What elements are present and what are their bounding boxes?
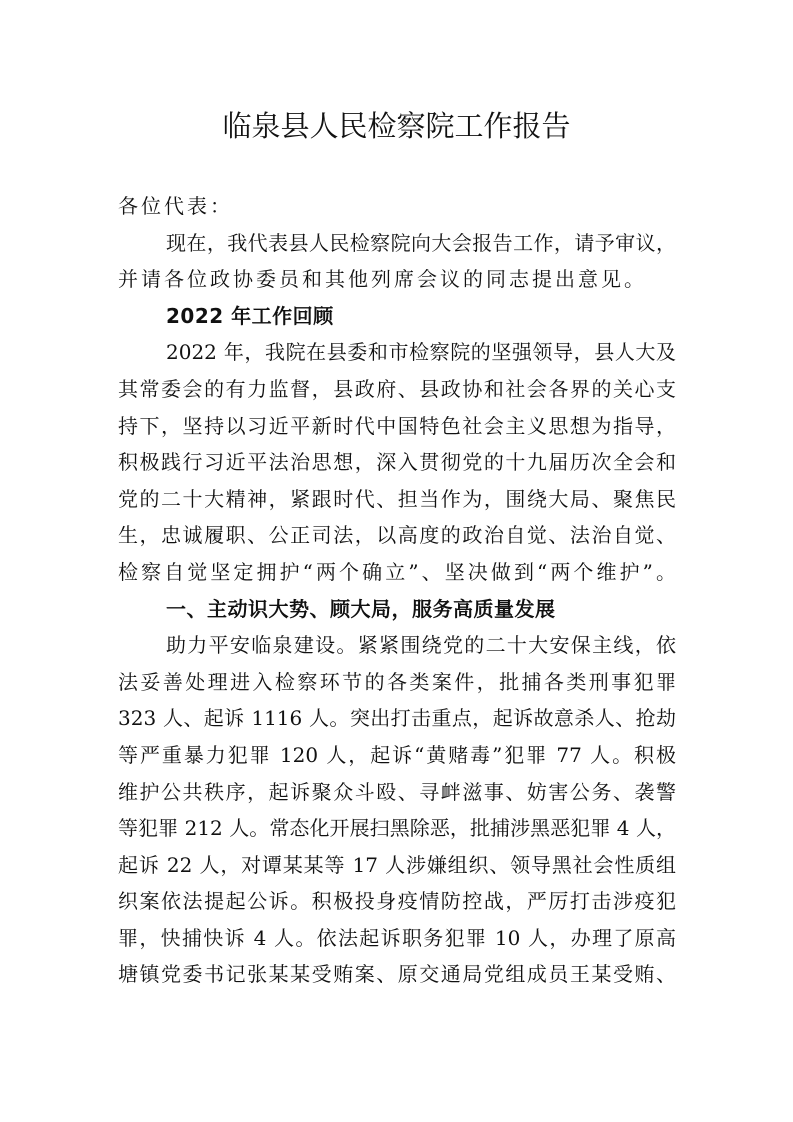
document-title: 临泉县人民检察院工作报告 [222, 109, 571, 143]
salutation: 各位代表： [118, 194, 233, 218]
paragraph-line: 等严重暴力犯罪 120 人，起诉“黄赌毒”犯罪 77 人。积极 [118, 742, 676, 767]
paragraph-line: 起诉 22 人，对谭某某等 17 人涉嫌组织、领导黑社会性质组 [118, 852, 676, 877]
paragraph-line: 塘镇党委书记张某某受贿案、原交通局党组成员王某受贿、 [118, 962, 676, 987]
paragraph-line: 助力平安临泉建设。紧紧围绕党的二十大安保主线，依 [166, 633, 676, 658]
paragraph-line: 生，忠诚履职、公正司法，以高度的政治自觉、法治自觉、 [118, 523, 676, 548]
paragraph-line: 积极践行习近平法治思想，深入贯彻党的十九届历次全会和 [118, 450, 676, 475]
paragraph-line: 323 人、起诉 1116 人。突出打击重点，起诉故意杀人、抢劫 [118, 706, 676, 731]
section-heading: 一、主动识大势、顾大局，服务高质量发展 [166, 596, 556, 621]
paragraph-line: 等犯罪 212 人。常态化开展扫黑除恶，批捕涉黑恶犯罪 4 人， [118, 816, 676, 841]
paragraph-line: 法妥善处理进入检察环节的各类案件，批捕各类刑事犯罪 [118, 669, 676, 694]
document-body [118, 188, 676, 993]
paragraph-line: 罪，快捕快诉 4 人。依法起诉职务犯罪 10 人，办理了原高 [118, 925, 676, 950]
paragraph-line: 党的二十大精神，紧跟时代、担当作为，围绕大局、聚焦民 [118, 486, 676, 511]
paragraph-line: 现在，我代表县人民检察院向大会报告工作，请予审议， [166, 230, 676, 255]
paragraph-line: 维护公共秩序，起诉聚众斗殴、寻衅滋事、妨害公务、袭警 [118, 779, 676, 804]
paragraph-line: 织案依法提起公诉。积极投身疫情防控战，严厉打击涉疫犯 [118, 889, 676, 914]
paragraph-line: 2022 年，我院在县委和市检察院的坚强领导，县人大及 [166, 340, 676, 365]
paragraph-line: 持下，坚持以习近平新时代中国特色社会主义思想为指导， [118, 413, 676, 438]
paragraph-line: 其常委会的有力监督，县政府、县政协和社会各界的关心支 [118, 376, 676, 401]
paragraph-line: 并请各位政协委员和其他列席会议的同志提出意见。 [118, 267, 647, 292]
section-heading: 2022 年工作回顾 [166, 303, 334, 328]
paragraph-line: 检察自觉坚定拥护“两个确立”、坚决做到“两个维护”。 [118, 559, 676, 584]
